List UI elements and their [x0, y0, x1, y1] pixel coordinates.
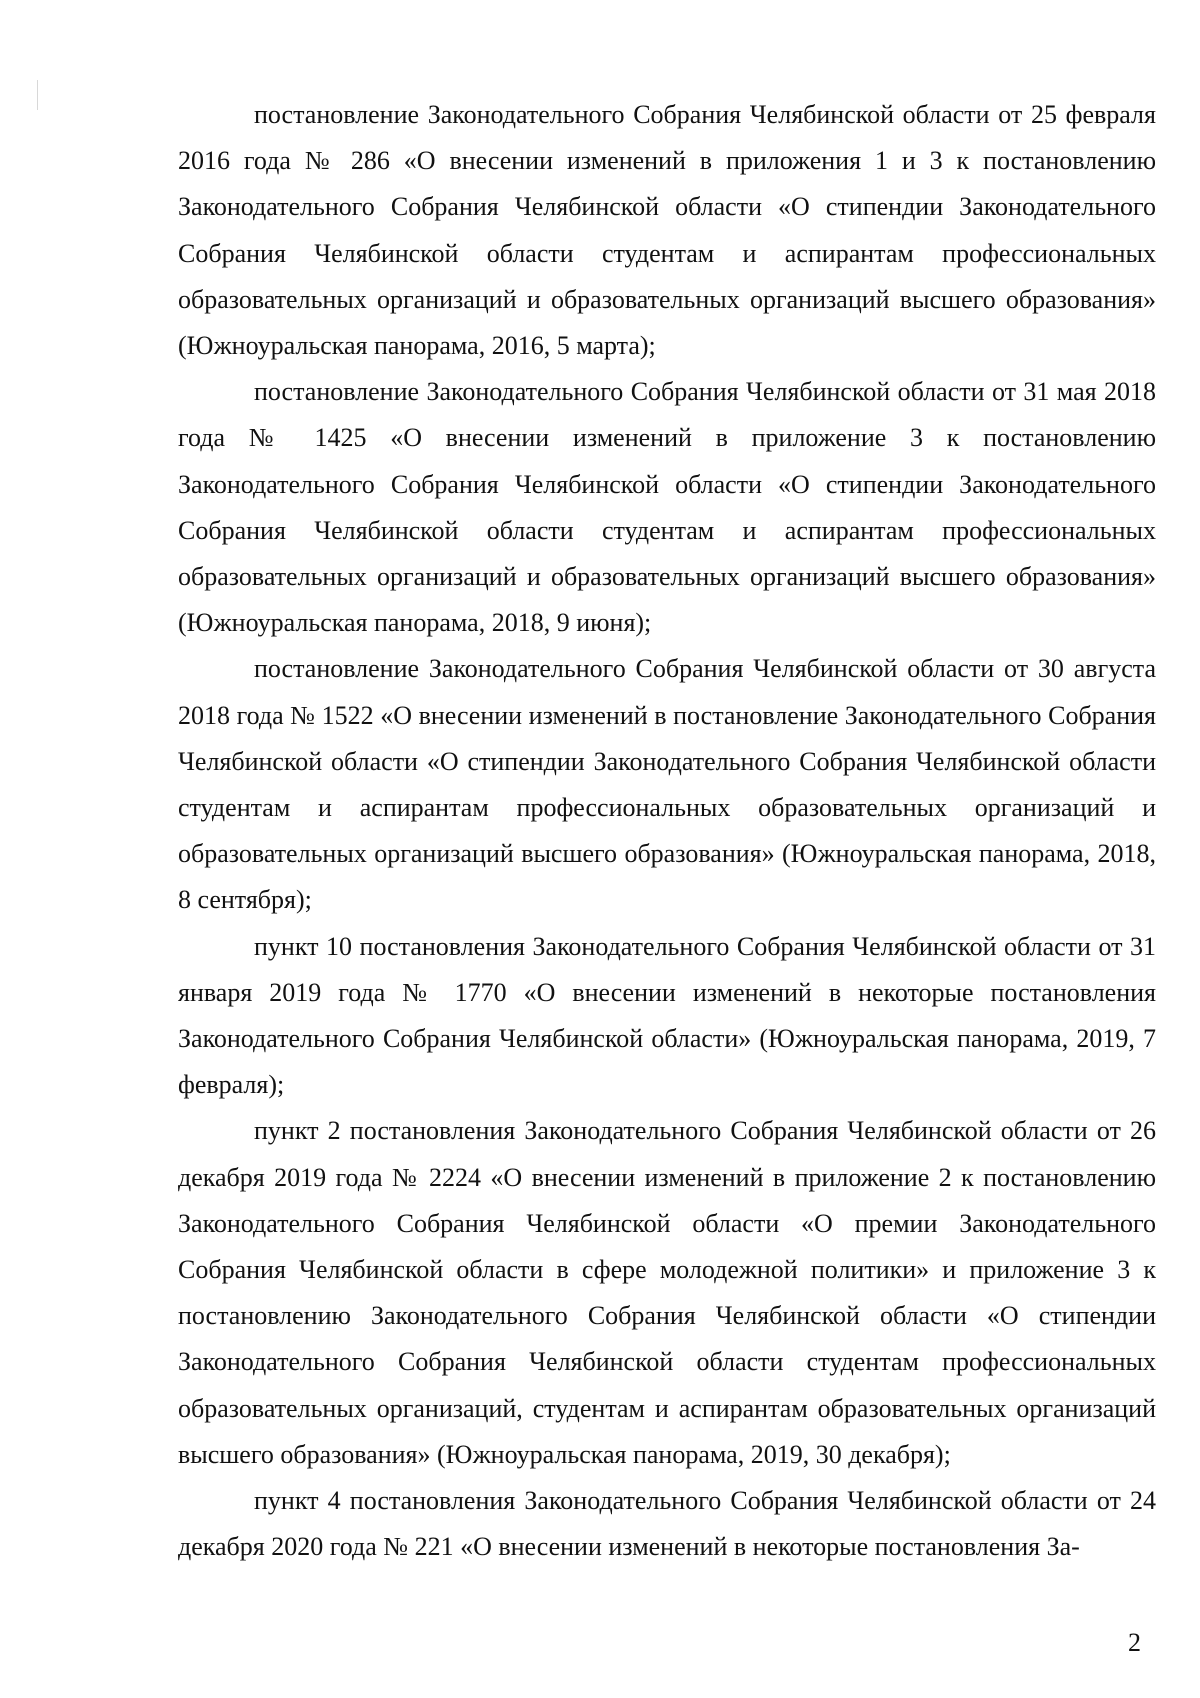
paragraph: пункт 10 постановления Законодательного Собрания Челябинской области от 31 января 2019 года № 1770 «О внесении изменений в некоторые постановления Законодательного Собрания Челябинской области» (Южноуральская панорама, 2019, 7 февраля); [178, 931, 1156, 1100]
paragraph: пункт 2 постановления Законодательного Собрания Челябинской области от 26 декабря 2019 года № 2224 «О внесении изменений в приложение 2 к постановлению Законодательного Собрания Челябинской области «О премии Законодательного Собрания Челябинской области в сфере молодежной политики» и приложение 3 к постановлению Законодательного Собрания Челябинской области «О стипендии Законодательного Собрания Челябинской области студентам профессиональных образовательных организаций, студентам и аспирантам образовательных организаций высшего образования» (Южноуральская панорама, 2019, 30 декабря); [178, 1116, 1156, 1469]
page-number: 2 [1128, 1628, 1141, 1657]
paragraph: постановление Законодательного Собрания Челябинской области от 30 августа 2018 года № 1522 «О внесении изменений в постановление Законодательного Собрания Челябинской области «О стипендии Законодательного Собрания Челябинской области студентам и аспирантам профессиональных образовательных организаций и образовательных организаций высшего образования» (Южноуральская панорама, 2018, 8 сентября); [178, 654, 1156, 915]
document-body [178, 92, 1156, 1571]
paragraph: пункт 4 постановления Законодательного Собрания Челябинской области от 24 декабря 2020 года № 221 «О внесении изменений в некоторые постановления За- [178, 1486, 1156, 1562]
paragraph: постановление Законодательного Собрания Челябинской области от 31 мая 2018 года № 1425 «О внесении изменений в приложение 3 к постановлению Законодательного Собрания Челябинской области «О стипендии Законодательного Собрания Челябинской области студентам и аспирантам профессиональных образовательных организаций и образовательных организаций высшего образования» (Южноуральская панорама, 2018, 9 июня); [178, 377, 1156, 638]
scan-artifact [37, 80, 38, 110]
paragraph: постановление Законодательного Собрания Челябинской области от 25 февраля 2016 года № 286 «О внесении изменений в приложения 1 и 3 к постановлению Законодательного Собрания Челябинской области «О стипендии Законодательного Собрания Челябинской области студентам и аспирантам профессиональных образовательных организаций и образовательных организаций высшего образования» (Южноуральская панорама, 2016, 5 марта); [178, 100, 1156, 361]
